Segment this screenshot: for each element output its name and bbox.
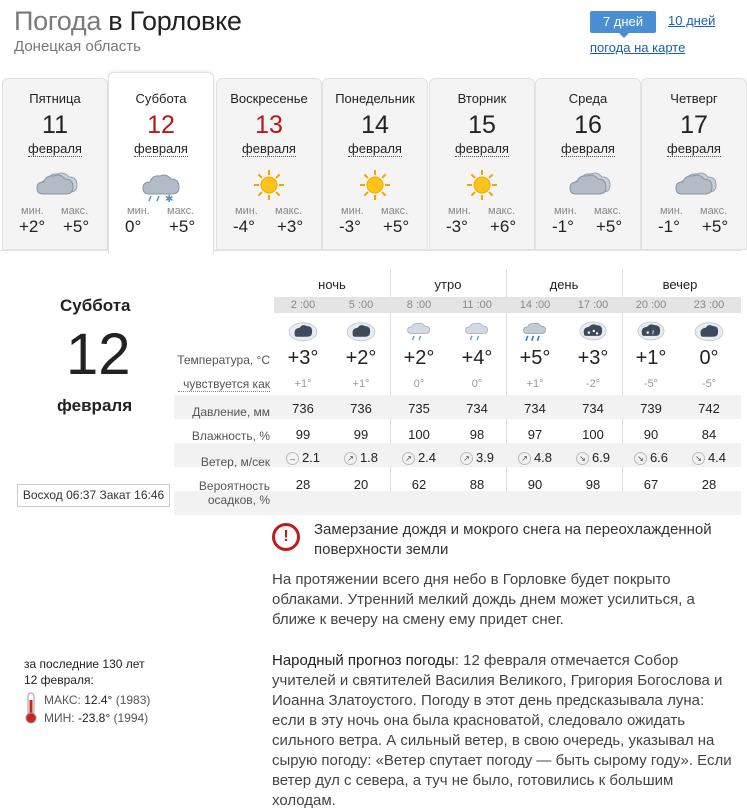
thermometer-icon [24, 692, 38, 724]
weather-map-link[interactable]: погода на карте [590, 40, 686, 55]
tab-max-label: макс. [594, 205, 622, 217]
pressure-value: 736 [350, 401, 372, 416]
tab-month: февраля [242, 141, 296, 156]
precip-value: 20 [353, 477, 369, 492]
day-detail-panel [0, 250, 741, 809]
temp-value: 0° [699, 347, 719, 369]
sleet-icon [633, 317, 669, 350]
tab-weekday: Суббота [135, 91, 187, 106]
detail-month: февраля [57, 396, 133, 415]
precip-value: 90 [527, 477, 543, 492]
time-cell: 14 :00 [519, 299, 551, 311]
wind-direction-icon: ↘ [576, 452, 589, 465]
tab-max-label: макс. [167, 205, 195, 217]
wind-value [390, 450, 448, 465]
folk-title: Народный прогноз погоды [272, 652, 455, 669]
wind-speed: 6.9 [591, 450, 611, 465]
precip-value: 88 [469, 477, 485, 492]
warning-icon: ! [272, 523, 300, 551]
tab-min-temp: 0° [125, 217, 142, 236]
tab-max-temp: +5° [702, 217, 729, 236]
tab-min-label: мин. [235, 205, 258, 217]
forecast-description: На протяжении всего дня небо в Горловке будет покрыто облаками. Утренний мелкий дождь днем может усилиться, а ближе к вечеру на смену ему придет снег. [272, 571, 695, 628]
tab-month: февраля [348, 141, 402, 156]
title-city: в Горловке [108, 6, 242, 36]
tab-max-temp: +3° [277, 217, 304, 236]
tab-day-number: 16 [574, 111, 602, 139]
humidity-value: 90 [643, 427, 659, 442]
temp-value: +4° [461, 347, 493, 369]
cloudy-icon [536, 168, 640, 207]
wind-direction-icon: ↗ [460, 452, 473, 465]
detail-day-number: 12 [66, 322, 131, 387]
tab-min-label: мин. [554, 205, 577, 217]
label-feels-like[interactable]: чувствуется как [178, 377, 270, 392]
day-tab[interactable] [2, 78, 108, 250]
alert-text: Замерзание дождя и мокрого снега на переохлажденной поверхности земли [314, 521, 712, 558]
tab-day-number: 14 [361, 111, 389, 139]
humidity-value: 99 [295, 427, 311, 442]
tab-day-number: 17 [680, 111, 708, 139]
label-wind: Ветер, м/сек [200, 455, 270, 469]
wind-direction-icon: ↗ [344, 452, 357, 465]
rain-icon [517, 317, 553, 350]
history-date: 12 февраля: [24, 673, 94, 687]
feels-value: -5° [701, 378, 717, 390]
seven-days-button[interactable]: 7 дней [590, 11, 656, 33]
temp-value: +1° [635, 347, 667, 369]
temp-value: +2° [345, 347, 377, 369]
feels-value: 0° [413, 378, 425, 390]
tab-month: февраля [28, 141, 82, 156]
day-tabs [0, 78, 741, 250]
humidity-value: 100 [408, 427, 430, 442]
day-tab[interactable] [641, 78, 747, 250]
tab-max-temp: +5° [596, 217, 623, 236]
tab-month: февраля [134, 141, 188, 156]
day-tab[interactable] [322, 78, 428, 250]
label-temperature: Температура, °С [177, 353, 270, 367]
sun-icon [430, 168, 534, 207]
svg-text:✱: ✱ [165, 194, 174, 205]
tab-day-number: 13 [255, 111, 283, 139]
temp-value: +5° [519, 347, 551, 369]
region-label: Донецкая область [14, 38, 141, 55]
tab-weekday: Среда [568, 91, 608, 106]
day-tab[interactable] [108, 72, 214, 254]
wind-speed: 4.4 [707, 450, 727, 465]
weather-alert [272, 520, 742, 560]
tab-max-temp: +6° [490, 217, 517, 236]
wind-direction-icon: ↘ [692, 452, 705, 465]
wind-value [680, 450, 738, 465]
history-max: МАКС: 12.4° (1983) [44, 693, 151, 707]
temp-value: +3° [287, 347, 319, 369]
day-tab[interactable] [216, 78, 322, 250]
tab-max-label: макс. [275, 205, 303, 217]
tab-max-label: макс. [700, 205, 728, 217]
pressure-value: 734 [466, 401, 488, 416]
time-cell: 2 :00 [290, 299, 316, 311]
pressure-value: 739 [640, 401, 662, 416]
sun-icon [323, 168, 427, 207]
tab-max-label: макс. [61, 205, 89, 217]
tab-max-label: макс. [381, 205, 409, 217]
title-prefix: Погода [14, 6, 102, 36]
wind-value [506, 450, 564, 465]
tab-min-label: мин. [448, 205, 471, 217]
feels-value: +1° [294, 378, 312, 390]
wind-direction-icon: ↗ [518, 452, 531, 465]
humidity-value: 98 [469, 427, 485, 442]
tab-weekday: Четверг [670, 91, 718, 106]
wind-direction-icon: ↗ [402, 452, 415, 465]
wind-value [274, 450, 332, 465]
wind-value [564, 450, 622, 465]
tab-day-number: 12 [147, 111, 175, 139]
precip-value: 28 [295, 477, 311, 492]
tab-min-temp: -3° [446, 217, 468, 236]
humidity-value: 100 [582, 427, 604, 442]
pressure-value: 742 [698, 401, 720, 416]
tab-min-temp: -1° [658, 217, 680, 236]
tab-weekday: Понедельник [335, 91, 415, 106]
sun-icon [217, 168, 321, 207]
feels-value: -2° [585, 378, 601, 390]
pressure-value: 734 [524, 401, 546, 416]
time-cell: 11 :00 [462, 299, 492, 311]
folk-forecast [272, 651, 738, 811]
wind-value [332, 450, 390, 465]
period-label: день [549, 277, 579, 292]
time-cell: 17 :00 [577, 299, 609, 311]
overcast-icon [285, 317, 321, 350]
snow-rain-icon [109, 168, 213, 207]
tab-min-temp: +2° [19, 217, 46, 236]
temp-value: +2° [403, 347, 435, 369]
cloudy-icon [3, 168, 107, 207]
humidity-value: 97 [527, 427, 543, 442]
humidity-value: 84 [701, 427, 717, 442]
precip-value: 98 [585, 477, 601, 492]
tab-min-temp: -1° [552, 217, 574, 236]
tab-day-number: 11 [42, 111, 68, 139]
pressure-value: 735 [408, 401, 430, 416]
tab-min-label: мин. [660, 205, 683, 217]
wind-speed: 4.8 [533, 450, 553, 465]
pressure-value: 736 [292, 401, 314, 416]
label-pressure: Давление, мм [192, 405, 270, 419]
wind-direction-icon: → [286, 452, 299, 465]
pressure-value: 734 [582, 401, 604, 416]
day-tab[interactable] [535, 78, 641, 250]
tab-weekday: Вторник [457, 91, 507, 106]
label-precipitation: Вероятность осадков, % [198, 479, 270, 507]
time-cell: 5 :00 [348, 299, 374, 311]
tab-min-label: мин. [21, 205, 44, 217]
humidity-value: 99 [353, 427, 369, 442]
light-rain-icon [459, 317, 495, 350]
feels-value: -5° [643, 378, 659, 390]
temp-value: +3° [577, 347, 609, 369]
sunrise-sunset: Восход 06:37 Закат 16:46 [17, 484, 170, 507]
time-cell: 8 :00 [406, 299, 432, 311]
overcast-icon [343, 317, 379, 350]
wind-speed: 3.9 [475, 450, 495, 465]
tab-month: февраля [561, 141, 615, 156]
tab-min-temp: -4° [233, 217, 255, 236]
tab-weekday: Воскресенье [230, 91, 308, 106]
tab-max-label: макс. [488, 205, 516, 217]
period-label: ночь [318, 277, 346, 292]
light-rain-icon [401, 317, 437, 350]
tab-min-label: мин. [127, 205, 150, 217]
cloudy-icon [642, 168, 746, 207]
overcast-icon [691, 317, 727, 350]
detail-weekday: Суббота [60, 296, 131, 315]
time-cell: 20 :00 [635, 299, 667, 311]
wind-direction-icon: ↘ [634, 452, 647, 465]
feels-value: +1° [352, 378, 370, 390]
tab-min-label: мин. [341, 205, 364, 217]
tab-day-number: 15 [468, 111, 496, 139]
label-humidity: Влажность, % [191, 429, 270, 443]
ten-days-link[interactable]: 10 дней [668, 13, 716, 28]
tab-max-temp: +5° [169, 217, 196, 236]
history-min: МИН: -23.8° (1994) [44, 711, 149, 725]
precip-value: 28 [701, 477, 717, 492]
wind-speed: 1.8 [359, 450, 379, 465]
period-label: утро [434, 277, 462, 292]
page-title [14, 6, 242, 37]
folk-text: : 12 февраля отмечается Собор учителей и святителей Василия Великого, Григория Богослова и Иоанна Златоустого. Погоду в этот день предсказывала луна: если в эту ночь она была красноватой, следовало ожидать сильного ветра. А сильный ветер, в свою очередь, указывал на сырую погоду: «Ветер спутает погоду — быть сырому году». Если ветер дул с севера, а туч не было, готовились к большим холодам. [272, 652, 732, 809]
feels-value: 0° [471, 378, 483, 390]
precip-value: 62 [411, 477, 427, 492]
precip-value: 67 [643, 477, 659, 492]
day-tab[interactable] [429, 78, 535, 250]
tab-weekday: Пятница [29, 91, 81, 106]
snow-icon [575, 317, 611, 350]
tab-max-temp: +5° [383, 217, 410, 236]
wind-value [448, 450, 506, 465]
history-caption: за последние 130 лет [24, 657, 145, 671]
feels-value: +1° [526, 378, 544, 390]
tab-max-temp: +5° [63, 217, 90, 236]
tab-month: февраля [455, 141, 509, 156]
period-label: вечер [662, 277, 698, 292]
wind-speed: 2.1 [301, 450, 321, 465]
wind-speed: 6.6 [649, 450, 669, 465]
tab-min-temp: -3° [339, 217, 361, 236]
time-cell: 23 :00 [693, 299, 725, 311]
historical-records [24, 656, 174, 725]
wind-speed: 2.4 [417, 450, 437, 465]
tab-month: февраля [667, 141, 721, 156]
wind-value [622, 450, 680, 465]
